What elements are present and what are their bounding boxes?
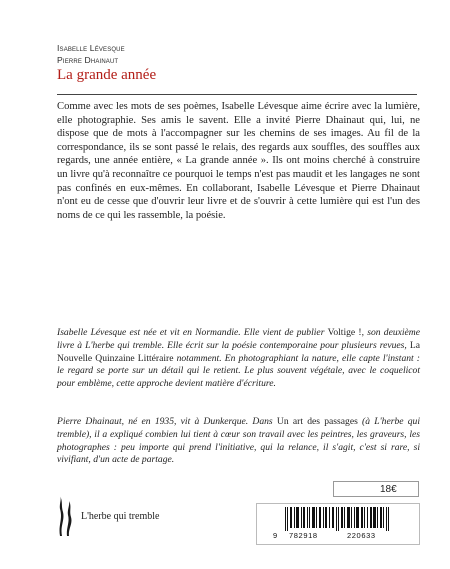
- book-title-ref: Un art des passages: [276, 416, 358, 427]
- barcode-bars: [285, 507, 395, 531]
- author-bio-levesque: [57, 327, 420, 391]
- author-bio-dhainaut: [57, 416, 420, 467]
- price-box: [333, 481, 419, 497]
- price: 18€: [380, 484, 397, 495]
- book-title-ref: Voltige !: [327, 327, 362, 338]
- book-title: La grande année: [57, 67, 157, 83]
- isbn-digit-group: 782918: [289, 531, 318, 540]
- bio-text: (à L'herbe qui tremble), il a expliqué combien lui tient à cœur son travail avec les peintres, les graveurs, les photographes : peu importe qui prend l'initiative, qui la relance, il s'agit, c'est si rare, si vivifiant, d'un acte de partage.: [57, 416, 420, 466]
- author-name: Pierre Dhainaut: [57, 55, 119, 65]
- isbn-digit-group: 220633: [347, 531, 376, 540]
- divider: [57, 94, 417, 95]
- bio-text: notamment. En photographiant la nature, elle capte l'instant : le regard se porte sur un détail qui le retient. Le plus souvent végétale, avec le coquelicot pour emblème, cette approche devient matière d'écriture.: [57, 352, 420, 390]
- isbn-digit: 9: [273, 531, 278, 540]
- author-name: Isabelle Lévesque: [57, 43, 125, 53]
- bio-text: Pierre Dhainaut, né en 1935, vit à Dunkerque. Dans: [57, 416, 277, 427]
- bio-text: , son deuxième livre à L'herbe qui tremble. Elle écrit sur la poésie contemporaine pour plusieurs revues,: [57, 327, 420, 351]
- grass-logo-icon: [54, 495, 76, 537]
- publisher-name: L'herbe qui tremble: [81, 511, 160, 522]
- bio-text: Isabelle Lévesque est née et vit en Normandie. Elle vient de publier: [57, 327, 328, 338]
- header: [57, 42, 156, 84]
- blurb-text: Comme avec les mots de ses poèmes, Isabelle Lévesque aime écrire avec la lumière, elle photographie. Ses amis le savent. Elle a invité Pierre Dhainaut qui, lui, ne dispose que de mots à l'accompagner sur les chemins de ses images. Au fil de la correspondance, ils se sont passé le relais, des regards aux souffles, des souffles aux regards, une année entière, « La grande année ». Ils ont moins cherché à construire un livre qu'à reconnaître ce pourquoi le temps n'est pas maudit et les langages ne sont pas confinés en eux-mêmes. En collaborant, Isabelle Lévesque et Pierre Dhainaut n'ont eu de cesse que d'ouvrir leur livre et de s'ouvrir à cette lumière qui est l'un des noms de ce qui les rassemble, la poésie.: [57, 101, 420, 221]
- isbn-barcode: [256, 503, 420, 545]
- review-title-ref: La Nouvelle Quinzaine Littéraire: [57, 339, 420, 364]
